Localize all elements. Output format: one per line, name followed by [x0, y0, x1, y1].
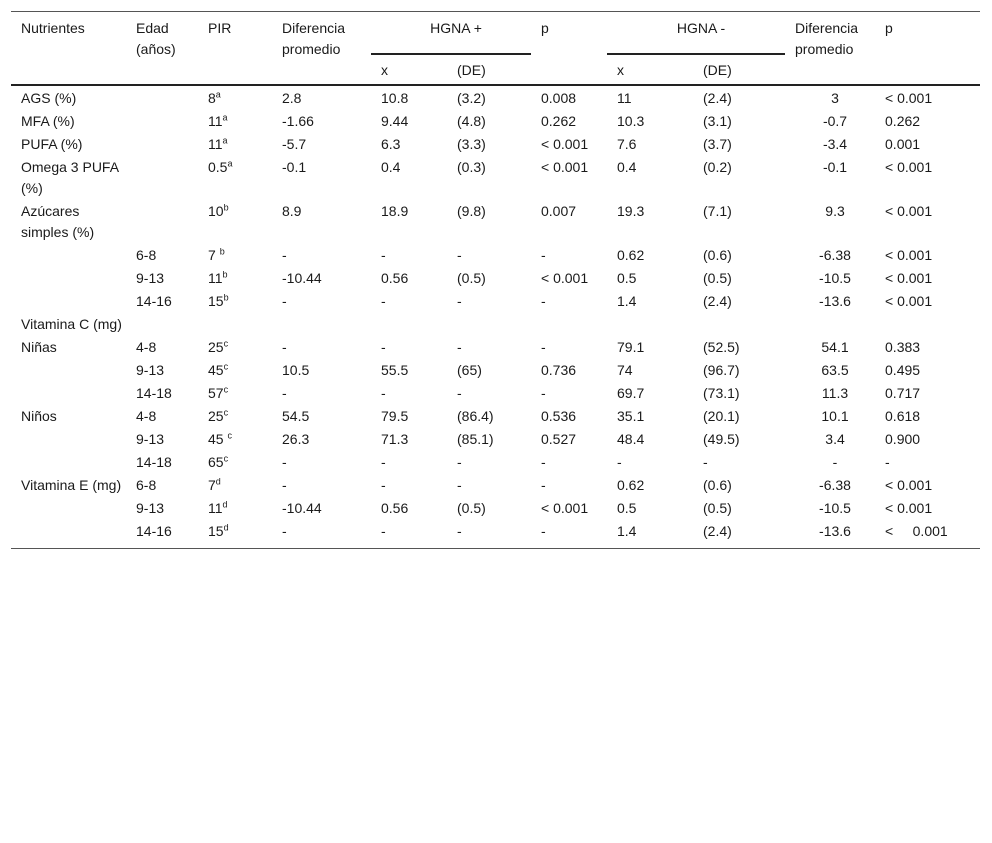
pir-value: 0.5 [208, 159, 228, 175]
cell-de-1: - [457, 523, 462, 539]
cell-diferencia-2: - [832, 454, 838, 470]
cell-p-1: 0.008 [541, 90, 577, 106]
cell-pir [198, 383, 272, 406]
cell-p-2: 0.495 [885, 362, 921, 378]
pir-footnote-marker: d [223, 522, 229, 533]
cell-diferencia-1: - [282, 339, 287, 355]
cell-diferencia-2: -0.1 [822, 159, 848, 175]
cell-de-2: (73.1) [703, 385, 740, 401]
table-row [11, 498, 980, 521]
header-row-1 [11, 12, 980, 55]
cell-p-1: 0.736 [541, 362, 577, 378]
cell-pir [198, 134, 272, 157]
footer-rule [11, 544, 980, 549]
cell-pir [198, 406, 272, 429]
pir-value: 57 [208, 385, 224, 401]
cell-diferencia-1: -10.44 [282, 270, 322, 286]
cell-de-1: (9.8) [457, 203, 486, 219]
cell-pir [198, 498, 272, 521]
cell-pir [198, 201, 272, 245]
cell-nutriente [11, 268, 126, 291]
cell-x-1: 0.56 [381, 270, 409, 286]
cell-de-2: (7.1) [703, 203, 732, 219]
cell-diferencia-2: -10.5 [819, 270, 851, 286]
table-row [11, 85, 980, 111]
pir-footnote-marker: b [223, 292, 229, 303]
cell-diferencia-2: -6.38 [819, 477, 851, 493]
cell-de-2: - [703, 454, 708, 470]
pir-footnote-marker: c [223, 453, 229, 464]
cell-p-2: 0.618 [885, 408, 921, 424]
cell-p-1: - [541, 293, 546, 309]
pir-value: 7 [208, 247, 220, 263]
pir-value: 7 [208, 477, 216, 493]
cell-p-2: < 0.001 [885, 500, 933, 516]
pir-footnote-marker: b [222, 269, 228, 280]
cell-p-1: 0.527 [541, 431, 577, 447]
cell-diferencia-2: 11.3 [821, 385, 849, 401]
cell-edad: 14-18 [136, 385, 172, 401]
header-hgna-negative: HGNA - [607, 12, 785, 55]
pir-value: 11 [208, 500, 223, 516]
cell-edad [126, 134, 198, 157]
table-row [11, 291, 980, 314]
nutrient-table [11, 11, 980, 549]
table-row [11, 157, 980, 201]
cell-x-1: - [381, 385, 386, 401]
cell-x-2: 1.4 [617, 293, 637, 309]
cell-diferencia-1: 2.8 [282, 90, 302, 106]
cell-diferencia-2 [785, 314, 875, 337]
cell-nutriente [11, 291, 126, 314]
cell-p-1: < 0.001 [541, 500, 589, 516]
cell-nutriente: Vitamina E (mg) [21, 477, 122, 493]
cell-x-1: 6.3 [381, 136, 401, 152]
cell-nutriente: AGS (%) [21, 90, 77, 106]
cell-p-2: < 0.001 [885, 203, 933, 219]
cell-p-2: < 0.001 [885, 293, 933, 309]
cell-x-2: 19.3 [617, 203, 645, 219]
pir-value: 15 [208, 293, 224, 309]
cell-de-2: (0.5) [703, 500, 732, 516]
cell-de-1 [447, 314, 531, 337]
pir-value: 11 [208, 270, 223, 286]
cell-de-1: - [457, 247, 462, 263]
cell-de-2: (49.5) [703, 431, 740, 447]
cell-diferencia-1: -1.66 [282, 113, 314, 129]
cell-x-2 [607, 314, 693, 337]
pir-value: 45 [208, 362, 224, 378]
pir-footnote-marker: b [223, 202, 229, 213]
cell-p-1: - [541, 523, 546, 539]
pir-value: 25 [208, 339, 224, 355]
cell-nutriente [11, 245, 126, 268]
header-diferencia-2: Diferencia promedio [785, 12, 875, 85]
cell-de-1: (3.2) [457, 90, 486, 106]
cell-diferencia-2: -3.4 [822, 136, 848, 152]
cell-de-1: (0.5) [457, 270, 486, 286]
cell-edad [126, 314, 198, 337]
cell-de-2: (0.6) [703, 477, 732, 493]
cell-nutriente: Niñas [21, 339, 57, 355]
cell-de-2: (20.1) [703, 408, 740, 424]
cell-diferencia-2: 63.5 [821, 362, 849, 378]
cell-p-1: 0.536 [541, 408, 577, 424]
pir-value: 11 [208, 136, 223, 152]
cell-de-1: (85.1) [457, 431, 494, 447]
cell-p-2: < 0.001 [885, 477, 933, 493]
cell-pir [198, 521, 272, 544]
cell-pir [198, 475, 272, 498]
table-row [11, 314, 980, 337]
table-row [11, 134, 980, 157]
cell-x-2: 74 [617, 362, 633, 378]
cell-de-2 [693, 314, 785, 337]
cell-nutriente: Vitamina C (mg) [21, 316, 122, 332]
cell-diferencia-1: - [282, 454, 287, 470]
cell-x-1: - [381, 477, 386, 493]
cell-nutriente: Niños [21, 408, 57, 424]
cell-diferencia-2: -10.5 [819, 500, 851, 516]
table-row [11, 245, 980, 268]
cell-p-2: 0.717 [885, 385, 921, 401]
cell-x-1: - [381, 523, 386, 539]
table-row [11, 201, 980, 245]
cell-pir [198, 291, 272, 314]
cell-de-1: - [457, 454, 462, 470]
cell-de-2: (96.7) [703, 362, 740, 378]
cell-x-1: 71.3 [381, 431, 409, 447]
cell-pir [198, 245, 272, 268]
cell-de-1: - [457, 477, 462, 493]
cell-p-2: - [885, 454, 890, 470]
cell-diferencia-1 [272, 314, 371, 337]
cell-x-1: 9.44 [381, 113, 409, 129]
cell-p-2 [875, 314, 980, 337]
pir-value: 15 [208, 523, 224, 539]
cell-x-2: 0.4 [617, 159, 637, 175]
cell-edad: 9-13 [136, 270, 165, 286]
cell-x-2: 0.5 [617, 270, 637, 286]
cell-p-2: 0.900 [885, 431, 921, 447]
cell-nutriente: PUFA (%) [21, 136, 83, 152]
cell-diferencia-2: 54.1 [821, 339, 849, 355]
cell-de-1: (0.3) [457, 159, 486, 175]
cell-pir [198, 452, 272, 475]
cell-edad [126, 85, 198, 111]
cell-diferencia-2: 3 [831, 90, 839, 106]
header-de-2: (DE) [703, 62, 732, 78]
cell-pir [198, 314, 272, 337]
pir-value: 45 [208, 431, 228, 447]
cell-x-2: 1.4 [617, 523, 637, 539]
table-row [11, 475, 980, 498]
cell-de-1: (86.4) [457, 408, 494, 424]
cell-de-2: (0.5) [703, 270, 732, 286]
cell-edad: 6-8 [136, 477, 157, 493]
pir-footnote-marker: c [223, 384, 229, 395]
cell-diferencia-2: -6.38 [819, 247, 851, 263]
header-pir: PIR [198, 12, 272, 85]
cell-de-1: (4.8) [457, 113, 486, 129]
cell-de-2: (0.6) [703, 247, 732, 263]
pir-value: 10 [208, 203, 224, 219]
cell-de-2: (2.4) [703, 293, 732, 309]
cell-x-2: 7.6 [617, 136, 637, 152]
header-p-1: p [531, 12, 607, 85]
header-diferencia-1: Diferencia promedio [272, 12, 371, 85]
cell-x-2: 69.7 [617, 385, 645, 401]
cell-edad: 9-13 [136, 500, 165, 516]
cell-diferencia-2: 10.1 [821, 408, 849, 424]
cell-nutriente [11, 452, 126, 475]
cell-p-1: 0.007 [541, 203, 577, 219]
cell-x-1 [371, 314, 447, 337]
cell-x-1: 0.4 [381, 159, 401, 175]
cell-x-2: - [617, 454, 622, 470]
pir-footnote-marker: a [215, 89, 221, 100]
cell-p-1: 0.262 [541, 113, 577, 129]
cell-edad: 14-16 [136, 523, 172, 539]
header-x-2: x [617, 62, 624, 78]
cell-nutriente: MFA (%) [21, 113, 75, 129]
cell-x-1: - [381, 247, 386, 263]
cell-de-2: (2.4) [703, 90, 732, 106]
cell-diferencia-2: 3.4 [825, 431, 845, 447]
cell-x-1: - [381, 293, 386, 309]
cell-nutriente [11, 521, 126, 544]
header-nutrientes: Nutrientes [11, 12, 126, 85]
cell-p-1: - [541, 385, 546, 401]
cell-pir [198, 337, 272, 360]
table-row [11, 268, 980, 291]
cell-pir [198, 360, 272, 383]
pir-footnote-marker: a [227, 158, 233, 169]
cell-de-2: (0.2) [703, 159, 732, 175]
table-row [11, 452, 980, 475]
cell-x-1: - [381, 339, 386, 355]
cell-pir [198, 429, 272, 452]
cell-diferencia-2: -0.7 [822, 113, 848, 129]
pir-footnote-marker: b [219, 246, 225, 257]
header-hgna-positive: HGNA + [371, 12, 531, 55]
cell-diferencia-2: -13.6 [819, 293, 851, 309]
cell-x-1: - [381, 454, 386, 470]
cell-x-2: 0.62 [617, 247, 645, 263]
cell-nutriente: Azúcares simples (%) [21, 203, 95, 240]
cell-diferencia-1: 26.3 [282, 431, 310, 447]
pir-footnote-marker: c [223, 407, 229, 418]
cell-x-1: 0.56 [381, 500, 409, 516]
cell-p-1: < 0.001 [541, 136, 589, 152]
cell-pir [198, 111, 272, 134]
cell-diferencia-1: -5.7 [282, 136, 307, 152]
table-row [11, 383, 980, 406]
cell-edad: 4-8 [136, 339, 157, 355]
cell-pir [198, 268, 272, 291]
cell-p-1 [531, 314, 607, 337]
cell-p-1: - [541, 454, 546, 470]
cell-x-1: 10.8 [381, 90, 409, 106]
pir-value: 65 [208, 454, 224, 470]
cell-edad: 14-18 [136, 454, 172, 470]
cell-diferencia-1: 54.5 [282, 408, 310, 424]
cell-de-1: (65) [457, 362, 482, 378]
pir-footnote-marker: a [222, 112, 228, 123]
cell-p-1: < 0.001 [541, 270, 589, 286]
cell-nutriente [11, 498, 126, 521]
cell-nutriente [11, 429, 126, 452]
cell-edad: 9-13 [136, 362, 165, 378]
cell-diferencia-1: - [282, 477, 287, 493]
cell-x-2: 10.3 [617, 113, 645, 129]
cell-diferencia-1: 8.9 [282, 203, 302, 219]
cell-edad [126, 157, 198, 201]
table-row [11, 429, 980, 452]
cell-x-2: 35.1 [617, 408, 645, 424]
cell-de-2: (52.5) [703, 339, 740, 355]
cell-p-1: - [541, 477, 546, 493]
cell-de-2: (3.7) [703, 136, 732, 152]
cell-p-2: < 0.001 [885, 247, 933, 263]
pir-footnote-marker: a [222, 135, 228, 146]
header-de-1: (DE) [457, 62, 486, 78]
cell-pir [198, 85, 272, 111]
cell-diferencia-1: -0.1 [282, 159, 307, 175]
cell-p-2: < 0.001 [885, 90, 933, 106]
cell-x-1: 79.5 [381, 408, 409, 424]
cell-de-1: - [457, 339, 462, 355]
cell-de-1: - [457, 293, 462, 309]
cell-pir [198, 157, 272, 201]
cell-edad: 6-8 [136, 247, 157, 263]
cell-nutriente [11, 360, 126, 383]
pir-value: 11 [208, 113, 223, 129]
cell-p-1: - [541, 247, 546, 263]
cell-edad: 9-13 [136, 431, 165, 447]
pir-footnote-marker: c [223, 361, 229, 372]
cell-p-1: < 0.001 [541, 159, 589, 175]
cell-nutriente: Omega 3 PUFA (%) [21, 159, 119, 196]
cell-p-2: < 0.001 [885, 270, 933, 286]
cell-diferencia-1: 10.5 [282, 362, 310, 378]
header-x-1: x [381, 62, 388, 78]
cell-p-2: 0.001 [885, 136, 921, 152]
table-row [11, 360, 980, 383]
cell-p-2: 0.383 [885, 339, 921, 355]
pir-footnote-marker: c [227, 430, 232, 441]
cell-de-2: (2.4) [703, 523, 732, 539]
cell-diferencia-2: -13.6 [819, 523, 851, 539]
nutrient-table-container [11, 11, 980, 549]
cell-de-2: (3.1) [703, 113, 732, 129]
pir-footnote-marker: d [215, 476, 221, 487]
cell-edad [126, 111, 198, 134]
cell-x-2: 0.5 [617, 500, 637, 516]
cell-diferencia-1: - [282, 247, 287, 263]
cell-diferencia-1: -10.44 [282, 500, 322, 516]
cell-diferencia-1: - [282, 293, 287, 309]
pir-value: 8 [208, 90, 216, 106]
header-p-2: p [875, 12, 980, 85]
table-row [11, 406, 980, 429]
cell-nutriente [11, 383, 126, 406]
pir-footnote-marker: c [223, 338, 229, 349]
pir-footnote-marker: d [222, 499, 228, 510]
cell-de-1: (3.3) [457, 136, 486, 152]
table-header [11, 12, 980, 86]
cell-x-2: 48.4 [617, 431, 645, 447]
table-row [11, 337, 980, 360]
cell-diferencia-2: 9.3 [825, 203, 845, 219]
cell-x-2: 79.1 [617, 339, 645, 355]
cell-edad [126, 201, 198, 245]
table-body [11, 85, 980, 544]
cell-x-2: 0.62 [617, 477, 645, 493]
cell-p-2: < 0.001 [885, 523, 948, 539]
cell-p-2: < 0.001 [885, 159, 933, 175]
cell-x-1: 55.5 [381, 362, 409, 378]
header-edad: Edad (años) [126, 12, 198, 85]
cell-de-1: (0.5) [457, 500, 486, 516]
cell-diferencia-1: - [282, 385, 287, 401]
cell-x-2: 11 [617, 90, 632, 106]
cell-p-1: - [541, 339, 546, 355]
table-row [11, 521, 980, 544]
pir-value: 25 [208, 408, 224, 424]
cell-de-1: - [457, 385, 462, 401]
cell-edad: 14-16 [136, 293, 172, 309]
cell-p-2: 0.262 [885, 113, 921, 129]
cell-x-1: 18.9 [381, 203, 409, 219]
table-row [11, 111, 980, 134]
cell-edad: 4-8 [136, 408, 157, 424]
cell-diferencia-1: - [282, 523, 287, 539]
